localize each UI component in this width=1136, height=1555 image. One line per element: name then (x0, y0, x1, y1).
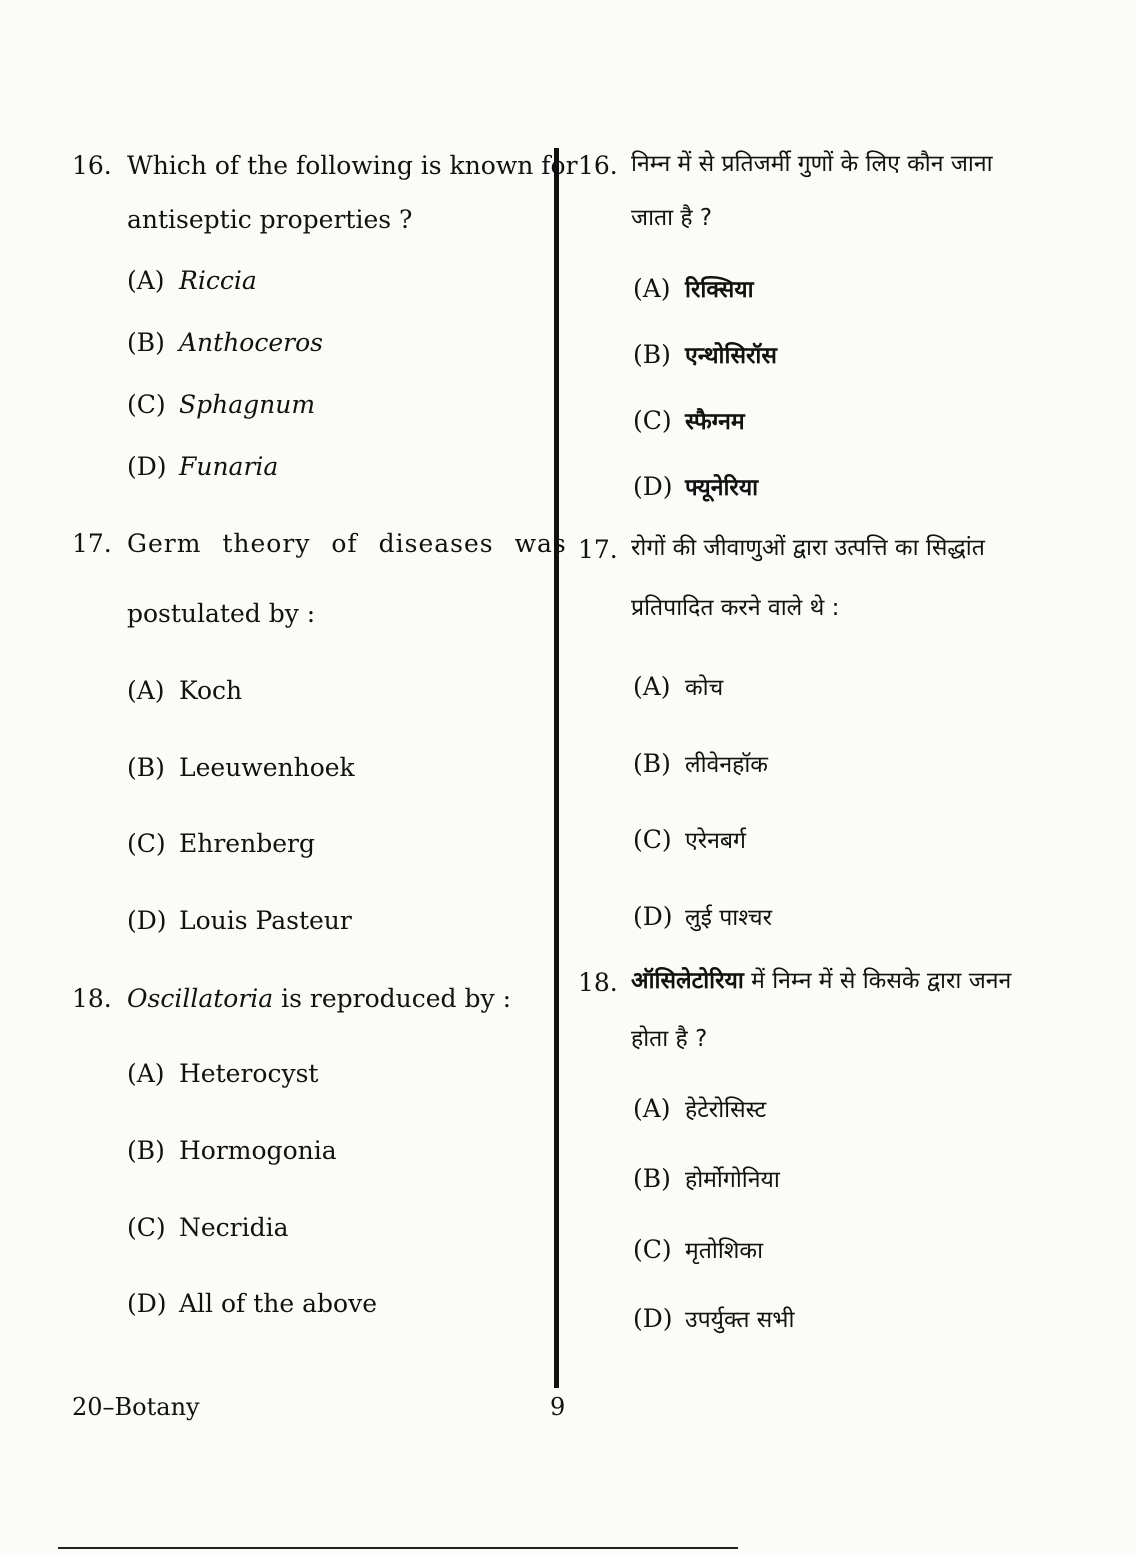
option-label: (D) (633, 1304, 673, 1333)
option-a (633, 1092, 766, 1124)
option-text: Louis Pasteur (179, 906, 352, 935)
stem-text: में निम्न में से किसके द्वारा जनन (743, 968, 1012, 994)
option-b (633, 747, 768, 779)
option-a (127, 1059, 318, 1088)
option-d (127, 452, 278, 481)
option-label: (A) (127, 676, 165, 705)
option-label: (D) (127, 906, 167, 935)
column-divider (554, 148, 559, 1388)
option-text: Anthoceros (179, 328, 323, 357)
question-stem-line2: होता है ? (631, 1026, 708, 1052)
option-text: रिक्सिया (685, 277, 754, 303)
option-label: (B) (127, 328, 165, 357)
option-text: कोच (685, 675, 724, 701)
question-stem-line2: antiseptic properties ? (127, 205, 413, 234)
option-label: (B) (633, 749, 671, 778)
question-number: 17. (72, 529, 112, 558)
option-c (633, 404, 745, 436)
question-stem-line2: जाता है ? (631, 205, 713, 231)
option-label: (A) (633, 274, 671, 303)
option-text: Hormogonia (179, 1136, 337, 1165)
option-label: (C) (127, 390, 166, 419)
option-label: (B) (127, 753, 165, 782)
option-label: (D) (127, 452, 167, 481)
option-d (633, 470, 758, 502)
option-text: फ्यूनेरिया (685, 475, 759, 501)
question-stem-line1: Germ theory of diseases was (127, 529, 567, 558)
option-text: Ehrenberg (179, 829, 315, 858)
option-d (127, 906, 352, 935)
option-c (127, 829, 315, 858)
option-text: Funaria (179, 452, 279, 481)
option-b (127, 1136, 337, 1165)
option-text: एरेनबर्ग (685, 828, 746, 854)
option-text: उपर्युक्त सभी (685, 1307, 795, 1333)
organism-name: ऑसिलेटोरिया (631, 968, 744, 994)
question-stem-line2: प्रतिपादित करने वाले थे : (631, 595, 840, 621)
page-number: 9 (550, 1393, 566, 1421)
option-text: एन्थोसिरॉस (685, 343, 777, 369)
option-text: Sphagnum (179, 390, 316, 419)
option-label: (C) (633, 406, 672, 435)
bottom-rule (58, 1547, 738, 1549)
question-stem-line1 (127, 983, 511, 1014)
option-text: स्फैग्नम (685, 409, 745, 435)
option-b (633, 1162, 780, 1194)
option-label: (D) (633, 472, 673, 501)
option-text: Leeuwenhoek (179, 753, 355, 782)
option-label: (A) (127, 1059, 165, 1088)
paper-code: 20–Botany (72, 1393, 200, 1421)
option-label: (B) (127, 1136, 165, 1165)
question-number: 17. (578, 535, 618, 564)
option-b (127, 753, 355, 782)
option-d (127, 1289, 377, 1318)
question-stem-line1 (631, 967, 1011, 996)
option-text: Riccia (179, 266, 257, 295)
question-number: 16. (72, 151, 112, 180)
option-a (633, 670, 723, 702)
option-label: (A) (633, 672, 671, 701)
option-label: (B) (633, 1164, 671, 1193)
option-c (633, 823, 746, 855)
question-number: 16. (578, 151, 618, 180)
option-text: लुई पाश्चर (685, 905, 773, 931)
option-label: (C) (633, 1235, 672, 1264)
option-a (127, 676, 242, 705)
option-text: लीवेनहॉक (685, 752, 768, 778)
option-b (633, 338, 777, 370)
option-text: Koch (179, 676, 243, 705)
option-text: हेटेरोसिस्ट (685, 1097, 767, 1123)
question-stem-line1: Which of the following is known for (127, 151, 578, 180)
option-text: होर्मोगोनिया (685, 1167, 780, 1193)
option-text: मृतोशिका (685, 1238, 764, 1264)
option-label: (C) (633, 825, 672, 854)
organism-name: Oscillatoria (127, 984, 274, 1013)
option-c (127, 1213, 289, 1242)
option-b (127, 328, 323, 357)
option-label: (A) (127, 266, 165, 295)
option-label: (A) (633, 1094, 671, 1123)
option-d (633, 1302, 794, 1334)
option-a (127, 266, 257, 295)
option-text: All of the above (179, 1289, 378, 1318)
question-stem-line2: postulated by : (127, 599, 316, 628)
question-stem-line1: रोगों की जीवाणुओं द्वारा उत्पत्ति का सिद्धांत (631, 535, 985, 561)
option-label: (D) (633, 902, 673, 931)
option-c (633, 1233, 763, 1265)
option-label: (B) (633, 340, 671, 369)
option-a (633, 272, 754, 304)
option-d (633, 900, 772, 932)
option-text: Heterocyst (179, 1059, 319, 1088)
question-number: 18. (72, 984, 112, 1013)
question-number: 18. (578, 968, 618, 997)
option-label: (D) (127, 1289, 167, 1318)
option-label: (C) (127, 829, 166, 858)
option-text: Necridia (179, 1213, 289, 1242)
question-stem-line1: निम्न में से प्रतिजर्मी गुणों के लिए कौन जाना (631, 151, 993, 177)
option-label: (C) (127, 1213, 166, 1242)
stem-text: is reproduced by : (273, 984, 511, 1013)
option-c (127, 390, 315, 419)
